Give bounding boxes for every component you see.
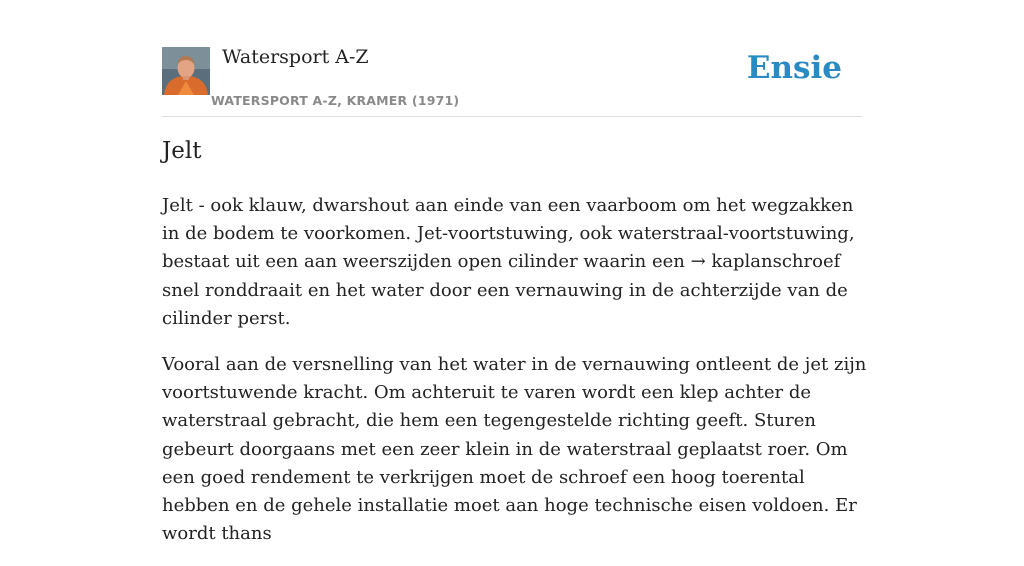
entry-body	[162, 192, 867, 566]
source-title[interactable]: Watersport A-Z	[222, 46, 369, 68]
entry-title: Jelt	[162, 138, 202, 164]
body-paragraph: Jelt - ook klauw, dwarshout aan einde van een vaarboom om het wegzakken in de bodem te voorkomen. Jet-voortstuwing, ook waterstraal-voortstuwing, bestaat uit een aan weerszijden open cilinder waarin een → kaplanschroef snel ronddraait en het water door een vernauwing in de achterzijde van de cilinder perst.	[162, 195, 855, 329]
brand-logo[interactable]: Ensie	[746, 50, 842, 86]
person-portrait-icon[interactable]	[162, 47, 210, 95]
source-subtitle: WATERSPORT A-Z, KRAMER (1971)	[211, 93, 460, 108]
body-paragraph: Vooral aan de versnelling van het water in de vernauwing ontleent de jet zijn voortstuwende kracht. Om achteruit te varen wordt een klep achter de waterstraal gebracht, die hem een tegengestelde richting geeft. Sturen gebeurt doorgaans met een zeer klein in de waterstraal geplaatst roer. Om een goed rendement te verkrijgen moet de schroef een hoog toerental hebben en de gehele installatie moet aan hoge technische eisen voldoen. Er wordt thans	[162, 354, 867, 545]
entry-header	[162, 44, 862, 117]
